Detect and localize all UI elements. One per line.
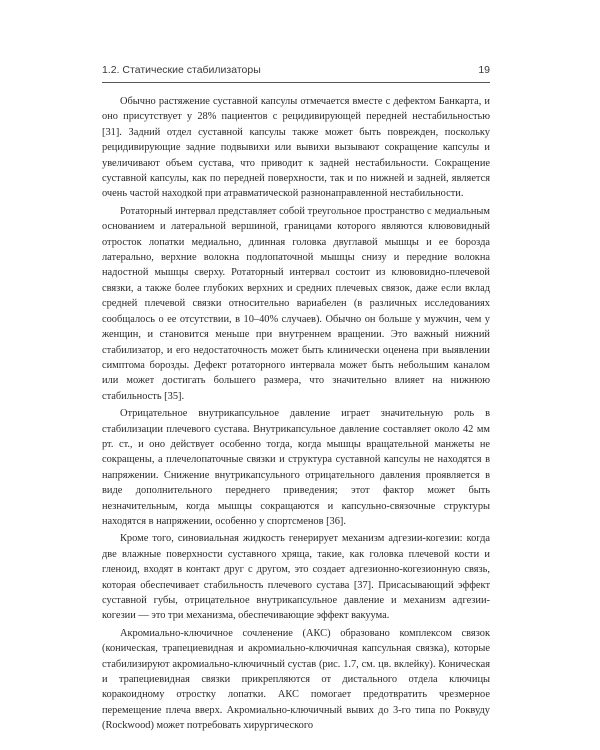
running-header: [102, 64, 490, 80]
paragraph: Обычно растяжение суставной капсулы отмечается вместе с дефектом Банкарта, и оно присутствует у 28% пациентов с рецидивирующей передней нестабильностью [31]. Задний отдел суставной капсулы также может быть поврежден, поскольку рецидивирующие задние подвывихи или вывихи вызывают сокращение капсулы и увеличивают объем сустава, что приводит к задней нестабильности. Сокращение суставной капсулы, как по передней поверхности, так и по нижней и задней, является очень частой находкой при атравматической разнонаправленной нестабильности.: [102, 96, 490, 200]
page-number: 19: [478, 64, 490, 76]
body-text: [102, 94, 490, 736]
header-rule: [102, 82, 490, 83]
paragraph: Кроме того, синовиальная жидкость генерирует механизм адгезии-когезии: когда две влажные поверхности суставного хряща, такие, как головка плечевой кости и гленоид, входят в контакт друг с другом, это создает адгезионно-когезионную связь, которая обеспечивает стабильность плечевого сустава [37]. Присасывающий эффект суставной губы, отрицательное внутрикапсульное давление и механизм адгезии-когезии — это три механизма, обеспечивающие эффект вакуума.: [102, 533, 490, 622]
paragraph: Ротаторный интервал представляет собой треугольное пространство с медиальным основанием и латеральной вершиной, границами которого являются клювовидный отросток лопатки медиально, длинная головка двуглавой мышцы и ее борозда латерально, верхние волокна подлопаточной мышцы снизу и передние волокна надостной мышцы сверху. Ротаторный интервал состоит из клювовидно-плечевой связки, а также более глубоких верхних и средних плечевых связок, даже если вклад средней плечевой связки относительно вариабелен (в различных исследованиях сообщалось о ее отсутствии, в 10–40% случаев). Обычно он больше у мужчин, чем у женщин, и становится меньше при внутреннем вращении. Это важный нижний стабилизатор, и его недостаточность может быть клинически оценена при выявлении симптома борозды. Дефект ротаторного интервала может быть небольшим каналом или может достигать большего размера, что значительно влияет на нижнюю стабильность [35].: [102, 205, 490, 402]
paragraph: Акромиально-ключичное сочленение (АКС) образовано комплексом связок (коническая, трапециевидная и акромиально-ключичная капсульная связка), которые стабилизируют акромиально-ключичный сустав (рис. 1.7, см. цв. вклейку). Коническая и трапециевидная связки прикрепляются от дистального отдела ключицы коракоидному отростку лопатки. АКС помогает предотвратить чрезмерное перемещение плеча вверх. Акромиально-ключичный вывих до 3-го типа по Роквуду (Rockwood) может потребовать хирургического: [102, 627, 490, 732]
paragraph: Отрицательное внутрикапсульное давление играет значительную роль в стабилизации плечевого сустава. Внутрикапсульное давление составляет около 42 мм рт. ст., и оно действует особенно тогда, когда мышцы вращательной манжеты не сокращены, а плечелопаточные связки и структура суставной капсулы не находятся в напряжении. Снижение внутрикапсульного отрицательного давления проявляется в виде дополнительного переднего приведения; этот фактор может быть незначительным, когда мышцы сокращаются и капсульно-связочные структуры находятся в напряжении, особенно у спортсменов [36].: [102, 408, 490, 527]
section-title: 1.2. Статические стабилизаторы: [102, 64, 261, 76]
